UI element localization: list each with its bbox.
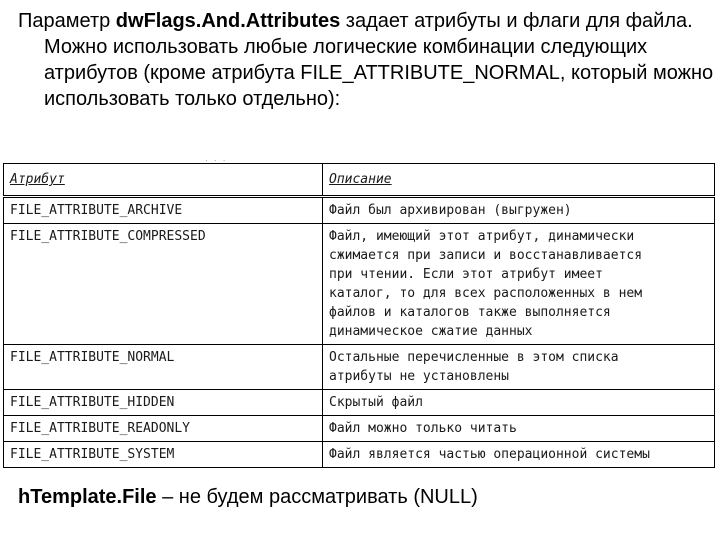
- cell-description: Файл, имеющий этот атрибут, динамически сжимается при записи и восстанавливается при чтении. Если этот атрибут имеет каталог, то для всех расположенных в нем файлов и каталогов также выполняется динамическое сжатие данных: [323, 224, 715, 345]
- footer-paragraph: [18, 484, 478, 510]
- table-row: [4, 345, 715, 390]
- intro-paragraph: [18, 8, 720, 112]
- table-header-row: [4, 164, 715, 197]
- footer-param-name: hTemplate.File: [18, 486, 157, 508]
- cell-attribute: FILE_ATTRIBUTE_ARCHIVE: [4, 197, 323, 224]
- cell-attribute: FILE_ATTRIBUTE_READONLY: [4, 416, 323, 442]
- footer-text: – не будем рассматривать (NULL): [156, 486, 478, 508]
- header-description: Описание: [323, 164, 715, 197]
- cell-attribute: FILE_ATTRIBUTE_HIDDEN: [4, 390, 323, 416]
- cell-attribute: FILE_ATTRIBUTE_COMPRESSED: [4, 224, 323, 345]
- table-row: [4, 224, 715, 345]
- cell-description: Остальные перечисленные в этом списка атрибуты не установлены: [323, 345, 715, 390]
- intro-suffix: задает атрибуты и флаги для файла. Можно использовать любые логические комбинации следующих атрибутов (кроме атрибута FILE_ATTRIBUTE_NORMAL, который можно использовать только отдельно):: [44, 10, 714, 110]
- cell-attribute: FILE_ATTRIBUTE_SYSTEM: [4, 442, 323, 468]
- cell-description: Скрытый файл: [323, 390, 715, 416]
- table-row: [4, 442, 715, 468]
- scan-artifact: · · ·: [205, 156, 228, 165]
- table-row: [4, 390, 715, 416]
- table-row: [4, 416, 715, 442]
- header-attribute: Атрибут: [4, 164, 323, 197]
- attributes-table: [3, 163, 715, 468]
- cell-attribute: FILE_ATTRIBUTE_NORMAL: [4, 345, 323, 390]
- intro-param-name: dwFlags.And.Attributes: [115, 10, 341, 32]
- cell-description: Файл является частью операционной системы: [323, 442, 715, 468]
- table-row: [4, 197, 715, 224]
- cell-description: Файл был архивирован (выгружен): [323, 197, 715, 224]
- cell-description: Файл можно только читать: [323, 416, 715, 442]
- intro-prefix: Параметр: [18, 10, 116, 32]
